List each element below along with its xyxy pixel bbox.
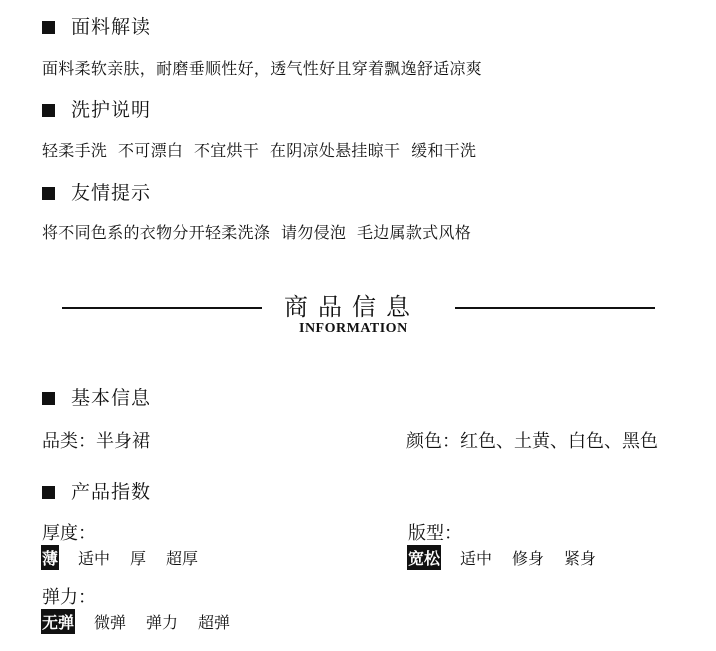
section-heading-tips <box>42 178 151 205</box>
banner-rule-left <box>62 307 262 309</box>
banner-subtitle: INFORMATION <box>299 321 408 336</box>
fit-label: 版型： <box>408 523 462 544</box>
color-info: 颜色：红色、土黄、白色、黑色 <box>406 431 658 452</box>
elasticity-options <box>41 609 243 634</box>
fit-options <box>407 545 609 570</box>
thickness-option: 超厚 <box>166 549 199 568</box>
square-bullet-icon <box>42 392 55 405</box>
section-title: 产品指数 <box>71 481 152 503</box>
elasticity-option: 弹力 <box>146 613 179 632</box>
section-heading-basic <box>42 383 151 410</box>
elasticity-label: 弹力： <box>42 587 96 608</box>
elasticity-option: 无弹 <box>41 609 75 634</box>
wash-instructions: 轻柔手洗 不可漂白 不宜烘干 在阴凉处悬挂晾干 缓和干洗 <box>42 141 477 160</box>
section-heading-wash <box>42 95 151 122</box>
fit-option: 修身 <box>512 549 545 568</box>
thickness-options <box>41 545 211 570</box>
thickness-label: 厚度： <box>42 523 96 544</box>
fit-option: 紧身 <box>564 549 597 568</box>
section-title: 友情提示 <box>71 182 152 204</box>
square-bullet-icon <box>42 187 55 200</box>
section-heading-index <box>42 477 151 504</box>
fabric-description: 面料柔软亲肤，耐磨垂顺性好，透气性好且穿着飘逸舒适凉爽 <box>42 59 483 78</box>
thickness-option: 厚 <box>130 549 147 568</box>
section-title: 基本信息 <box>71 387 152 409</box>
elasticity-option: 超弹 <box>198 613 231 632</box>
square-bullet-icon <box>42 104 55 117</box>
banner-title: 商品信息 <box>284 293 420 321</box>
section-heading-fabric <box>42 12 151 39</box>
square-bullet-icon <box>42 21 55 34</box>
fit-option: 适中 <box>460 549 493 568</box>
square-bullet-icon <box>42 486 55 499</box>
category-info: 品类：半身裙 <box>42 431 150 452</box>
elasticity-option: 微弹 <box>94 613 127 632</box>
tips-text: 将不同色系的衣物分开轻柔洗涤 请勿侵泡 毛边属款式风格 <box>42 223 472 242</box>
section-title: 面料解读 <box>71 16 152 38</box>
fit-option: 宽松 <box>407 545 441 570</box>
thickness-option: 薄 <box>41 545 59 570</box>
section-title: 洗护说明 <box>71 99 152 121</box>
banner-rule-right <box>455 307 655 309</box>
thickness-option: 适中 <box>78 549 111 568</box>
